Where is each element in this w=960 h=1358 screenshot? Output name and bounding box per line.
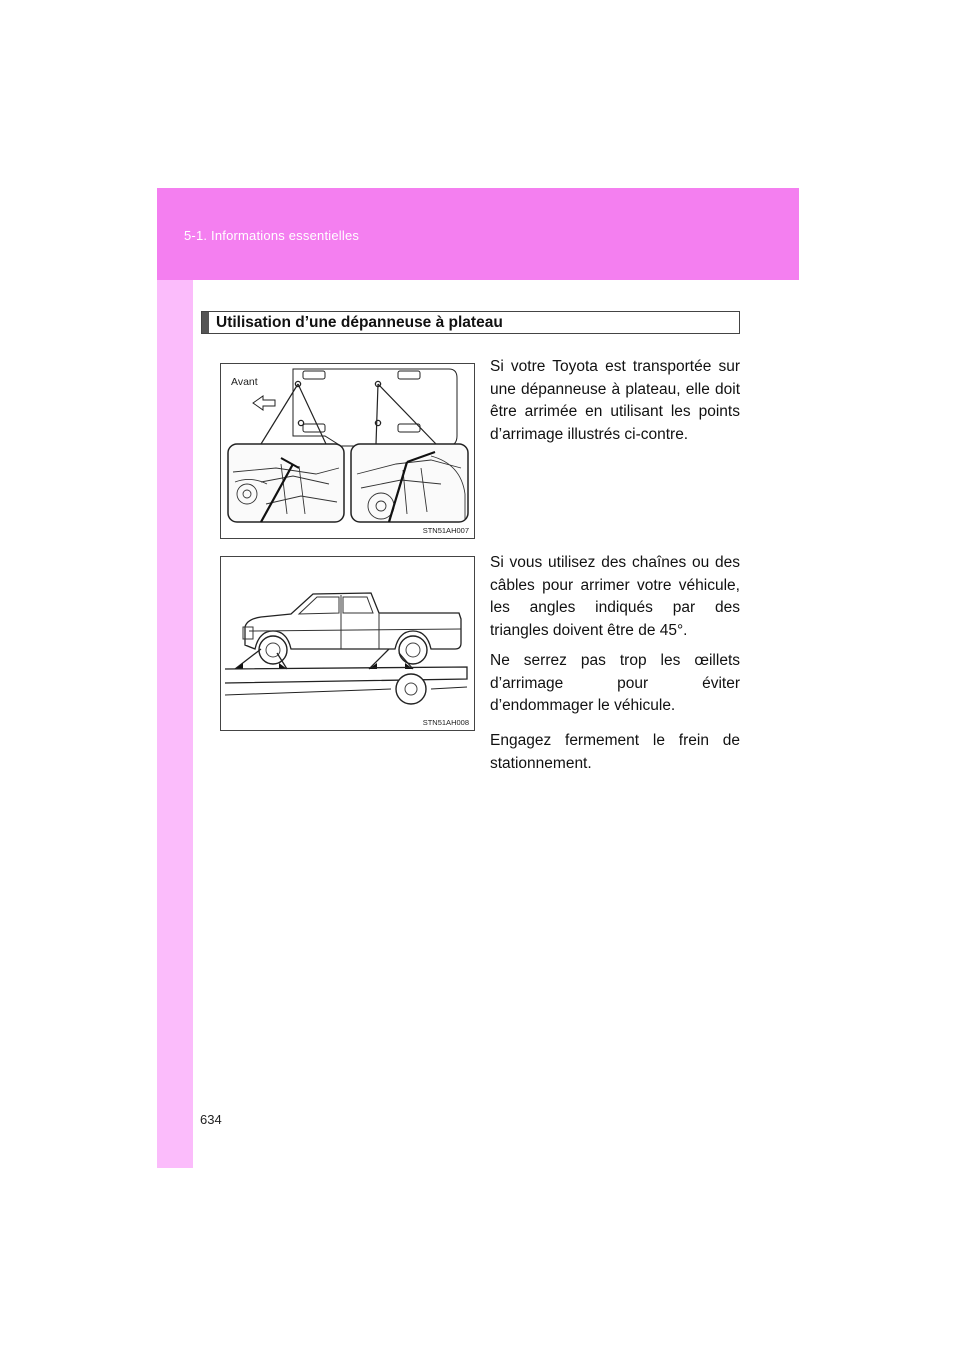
callout-lines [261, 384, 436, 444]
paragraph-tie-down-points: Si votre Toyota est transportée sur une dépanneuse à plateau, elle doit être arrimée en utilisant les points d’arrimage illustrés ci-contre. [490, 358, 740, 443]
figure-code: STN51AH007 [422, 526, 469, 535]
tie-down-point-3 [298, 420, 303, 425]
flatbed-truck-figure [220, 556, 475, 731]
front-slot-lower [303, 424, 325, 432]
front-slot-upper [303, 371, 325, 379]
flatbed-diagram [221, 557, 475, 731]
rear-slot-upper [398, 371, 420, 379]
tie-down-points-figure [220, 363, 475, 539]
side-strip [157, 188, 193, 1168]
front-arrow-icon [253, 396, 275, 410]
page-number: 634 [200, 1112, 222, 1127]
front-wheel [259, 636, 287, 664]
tie-down-diagram [221, 364, 475, 539]
rear-wheel [399, 636, 427, 664]
underbody-outline [293, 369, 457, 446]
section-title: Utilisation d’une dépanneuse à plateau [216, 314, 503, 331]
section-heading [201, 311, 740, 334]
rear-slot-lower [398, 424, 420, 432]
paragraph-eyelets-warning: Ne serrez pas trop les œillets d’arrimage pour éviter d’endommager le véhicule. [490, 652, 740, 714]
paragraph-chain-angles: Si vous utilisez des chaînes ou des câbles pour arrimer votre véhicule, les angles indiqués par des triangles doivent être de 45°. [490, 554, 740, 639]
trailer-wheel [396, 674, 426, 704]
flatbed-deck [225, 667, 467, 683]
front-label: Avant [231, 376, 258, 388]
figure-code: STN51AH008 [422, 718, 469, 727]
section-heading-accent [202, 312, 209, 333]
paragraph-parking-brake: Engagez fermement le frein de stationnement. [490, 732, 740, 772]
front-detail-box [228, 444, 344, 522]
chapter-breadcrumb: 5-1. Informations essentielles [184, 228, 360, 243]
